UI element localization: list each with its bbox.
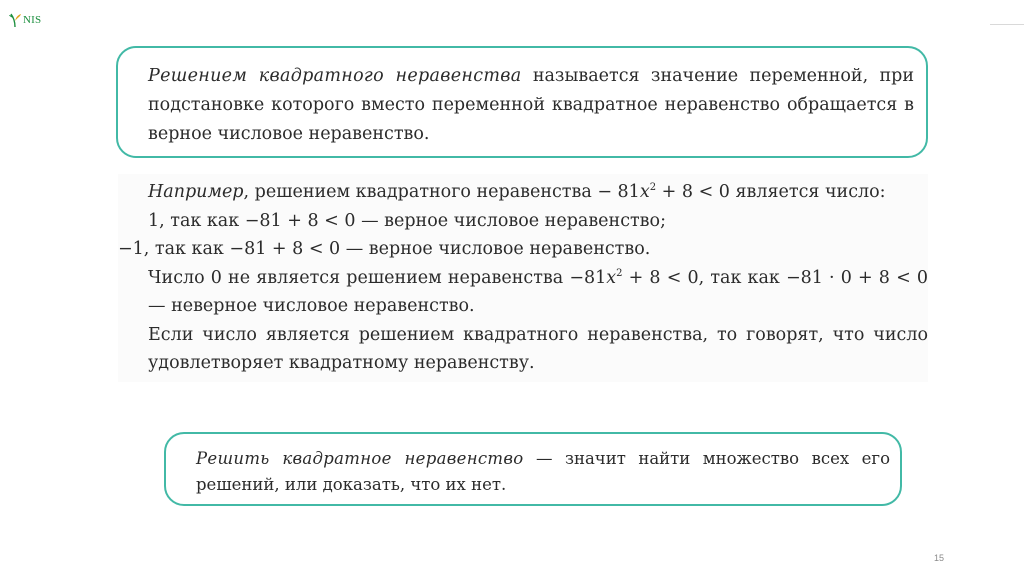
logo-text: NIS xyxy=(23,14,42,26)
example-intro xyxy=(118,178,928,207)
definition-box xyxy=(116,46,928,158)
example-block xyxy=(118,174,928,382)
example-text-a: , решением квадратного неравенства − 81 xyxy=(243,182,640,202)
definition-box-2 xyxy=(164,432,902,506)
definition-text xyxy=(148,62,914,149)
example-text-b: + 8 < 0 является число: xyxy=(656,182,886,202)
definition-body: называется значение переменной, при подстановке которого вместо переменной квадратное неравенство обращается в верное числовое неравенство. xyxy=(148,66,915,144)
definition-2-text xyxy=(196,446,890,498)
example-conclusion: Если число является решением квадратного неравенства, то говорят, что число удовлетворяет квадратному неравенству. xyxy=(148,324,928,373)
zero-variable: x xyxy=(606,267,617,288)
zero-text-b: + 8 < 0, так как −81 · 0 + 8 < 0 — неверное числовое неравенство. xyxy=(148,267,928,316)
definition-2-term: Решить квадратное неравенство xyxy=(196,449,524,468)
definition-2-body: — значит найти множество всех его решений, или доказать, что их нет. xyxy=(196,449,891,494)
divider xyxy=(990,24,1024,25)
nis-logo xyxy=(8,12,41,28)
example-case-2: −1, так как −81 + 8 < 0 — верное числовое неравенство. xyxy=(118,239,651,259)
example-zero xyxy=(118,264,928,321)
example-case-1: 1, так как −81 + 8 < 0 — верное числовое неравенство; xyxy=(148,210,666,231)
leaf-icon xyxy=(8,12,22,28)
zero-exponent: 2 xyxy=(616,267,623,279)
example-exponent: 2 xyxy=(649,182,657,193)
example-variable: x xyxy=(639,182,650,202)
page-number: 15 xyxy=(933,553,944,563)
definition-term: Решением квадратного неравенства xyxy=(148,66,522,86)
zero-text-a: Число 0 не является решением неравенства −81 xyxy=(148,267,607,288)
example-lead: Например xyxy=(148,182,244,202)
